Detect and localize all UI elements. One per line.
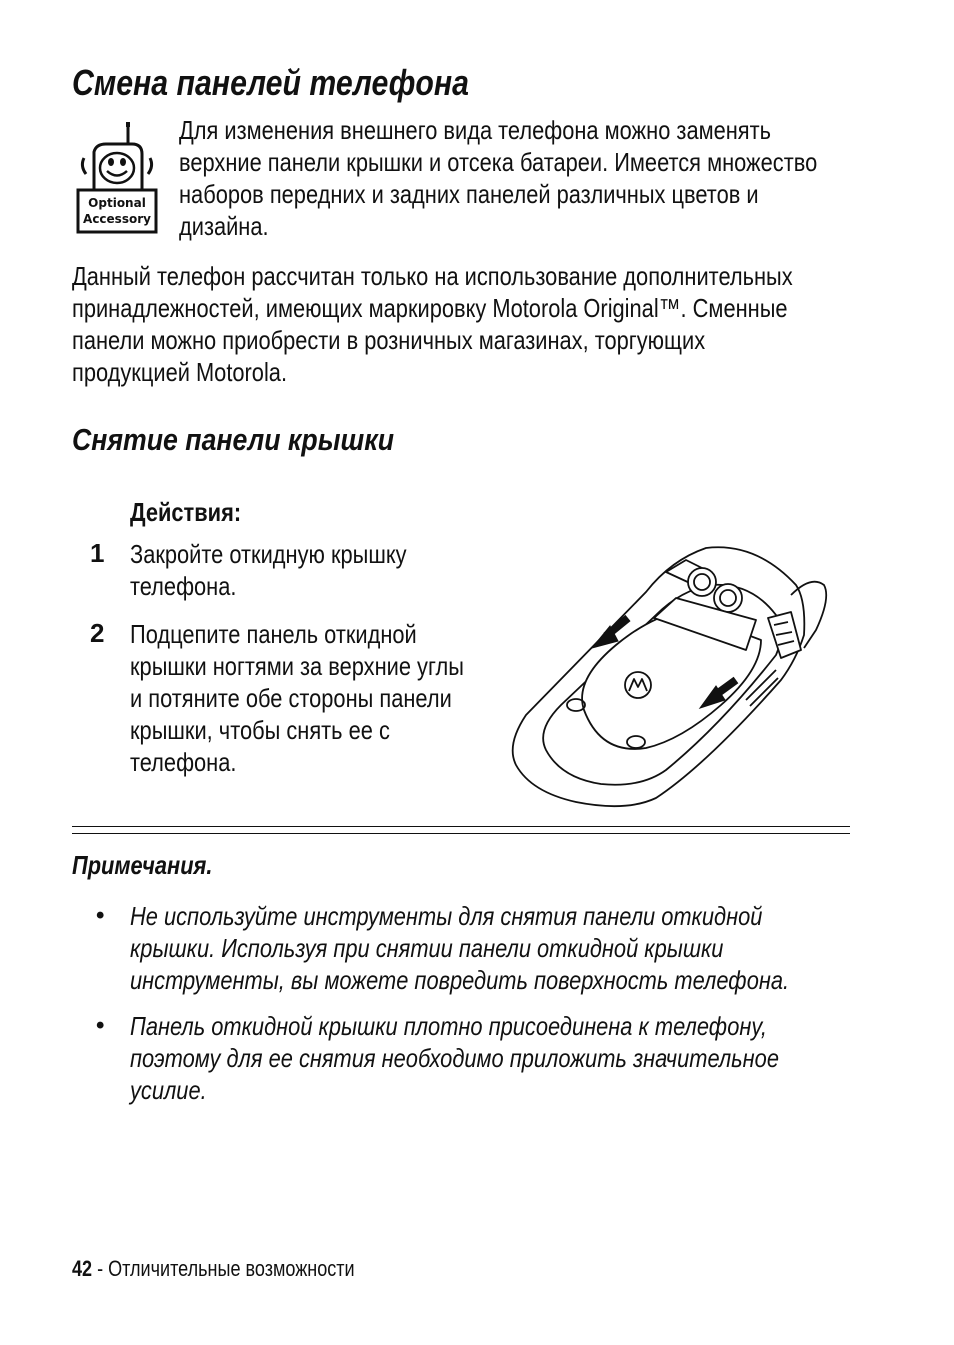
notes-title: Примечания. [72,850,213,880]
divider [72,826,850,827]
badge-line1: Optional [88,196,146,210]
actions-label: Действия: [130,497,242,527]
intro-line: наборов передних и задних панелей различных цветов и [179,179,759,209]
step-number: 1 [90,538,105,568]
page-title: Смена панелей телефона [72,62,469,103]
bullet-icon: • [96,902,105,929]
bullet-icon: • [96,1012,105,1039]
phone-illustration [506,540,840,810]
section-title: Снятие панели крышки [72,422,395,457]
optional-accessory-icon [76,122,158,238]
divider [72,833,850,834]
intro-line: Для изменения внешнего вида телефона можно заменять [179,115,772,145]
footer-section: Отличительные возможности [108,1256,355,1281]
paragraph-line: принадлежностей, имеющих маркировку Motorola Original™. Сменные [72,293,788,323]
paragraph-line: Данный телефон рассчитан только на использование дополнительных [72,261,793,291]
step-number: 2 [90,618,105,648]
page-footer: 42 - Отличительные возможности [72,1256,355,1281]
paragraph-line: панели можно приобрести в розничных магазинах, торгующих [72,325,706,355]
page-number: 42 [72,1256,93,1281]
paragraph-line: продукцией Motorola. [72,357,288,387]
badge-line2: Accessory [83,212,151,226]
intro-line: дизайна. [179,211,269,241]
intro-line: верхние панели крышки и отсека батареи. Имеется множество [179,147,818,177]
